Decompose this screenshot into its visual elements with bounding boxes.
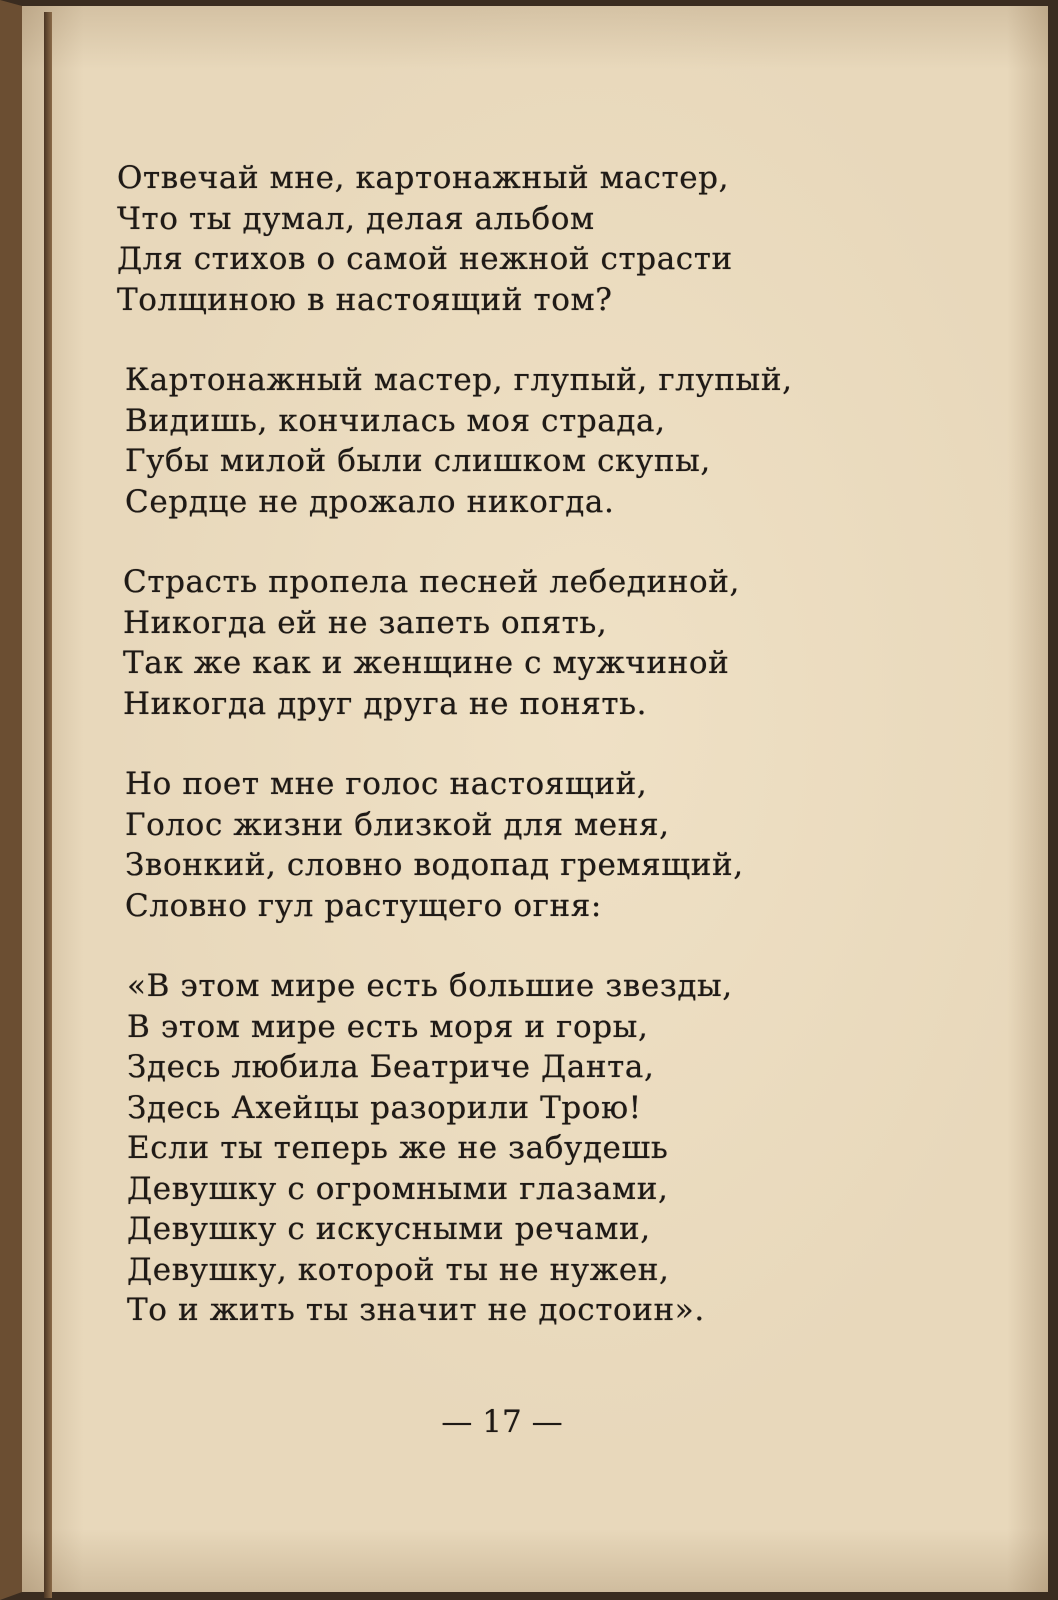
poem-line: Толщиною в настоящий том? [117, 281, 613, 318]
poem-line: Губы милой были слишком скупы, [125, 443, 711, 479]
poem-line: Девушку с огромными глазами, [127, 1170, 669, 1207]
poem-line: Девушку, которой ты не нужен, [127, 1251, 670, 1288]
poem-line: Сердце не дрожало никогда. [125, 483, 615, 520]
poem-line: Голос жизни близкой для меня, [125, 806, 670, 843]
poem-line: Отвечай мне, картонажный мастер, [117, 160, 730, 196]
poem-line: Страсть пропела песней лебединой, [123, 564, 740, 600]
poem-line: Никогда друг друга не понять. [123, 685, 648, 722]
poem-line: Словно гул растущего огня: [125, 887, 602, 924]
poem-line: Звонкий, словно водопад гремящий, [125, 847, 744, 883]
poem [117, 158, 997, 1371]
book-spine [44, 12, 52, 1598]
poem-line: Если ты теперь же не забудешь [127, 1130, 669, 1166]
poem-line: Для стихов о самой нежной страсти [117, 241, 733, 277]
poem-line: Здесь любила Беатриче Данта, [127, 1049, 655, 1085]
page-number: — 17 — [441, 1404, 563, 1440]
stanza-4 [125, 764, 997, 926]
poem-line: Видишь, кончилась моя страда, [125, 402, 666, 439]
poem-line: То и жить ты значит не достоин». [127, 1292, 705, 1328]
poem-line: «В этом мире есть большие звезды, [127, 968, 733, 1004]
poem-line: В этом мире есть моря и горы, [127, 1008, 649, 1045]
poem-line: Здесь Ахейцы разорили Трою! [127, 1089, 642, 1126]
poem-line: Девушку с искусными речами, [127, 1211, 651, 1247]
poem-line: Что ты думал, делая альбом [117, 200, 595, 237]
poem-line: Никогда ей не запеть опять, [123, 604, 608, 641]
stanza-2 [125, 360, 997, 522]
stanza-3 [123, 562, 997, 724]
stanza-1 [117, 158, 997, 320]
poem-line: Картонажный мастер, глупый, глупый, [125, 362, 793, 398]
poem-line: Так же как и женщине с мужчиной [123, 645, 730, 681]
stanza-5 [127, 966, 997, 1331]
poem-line: Но поет мне голос настоящий, [125, 766, 648, 802]
